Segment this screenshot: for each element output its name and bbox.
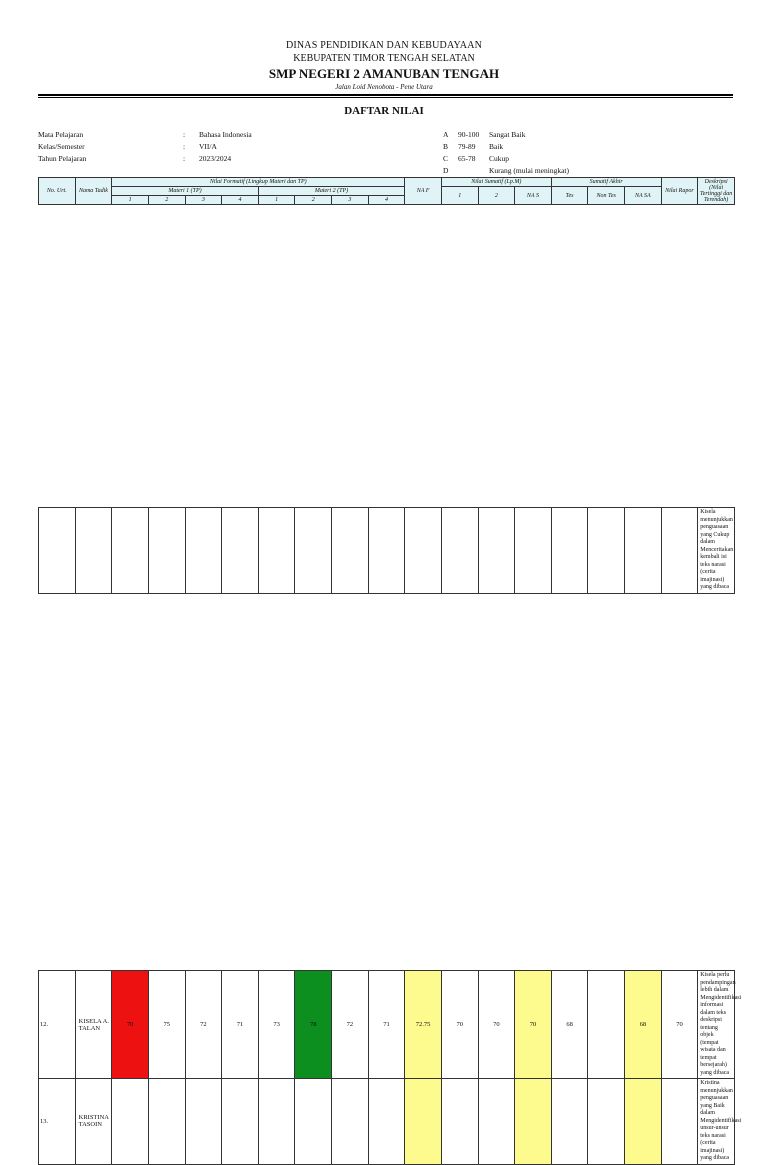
empty-cell [368, 508, 405, 594]
col-materi-1: Materi 1 (TP) [112, 187, 259, 196]
header-line-2: KEBUPATEN TIMOR TENGAH SELATAN [293, 53, 475, 64]
info-colon: : [183, 142, 186, 151]
formatif-score: 71 [368, 971, 405, 1079]
sumatif-2: 70 [478, 971, 515, 1079]
student-name: KISELA A. TALAN [75, 971, 112, 1079]
table-row-fragment [39, 508, 735, 594]
grade-desc: Sangat Baik [489, 130, 526, 139]
description-highest: Kisela menunjukkan penguasaan yang Cukup dalam Menceritakan kembali isi teks narasi (cerita imajinasi) yang dibaca [698, 508, 735, 594]
col-materi-2: Materi 2 (TP) [258, 187, 405, 196]
col-nas: NA S [515, 187, 552, 205]
grade-letter: A [443, 130, 449, 139]
col-no: No. Urt. [39, 178, 76, 205]
col-num: 2 [148, 196, 185, 205]
grade-range: 90-100 [458, 130, 480, 139]
info-label: Kelas/Semester [38, 142, 85, 151]
info-colons [183, 129, 185, 165]
nilai-rapor: 70 [661, 971, 698, 1079]
formatif-score: 72 [185, 971, 222, 1079]
grade-letter: B [443, 142, 449, 151]
col-formatif: Nilai Formatif (Lingkup Materi dan TP) [112, 178, 405, 187]
grade-descs [489, 129, 569, 177]
empty-cell [588, 508, 625, 594]
grade-desc: Cukup [489, 154, 510, 163]
info-label: Tahun Pelajaran [38, 154, 87, 163]
tes-score: 68 [551, 971, 588, 1079]
col-tes: Tes [551, 187, 588, 205]
formatif-score [295, 1079, 332, 1165]
tes-score [551, 1079, 588, 1165]
col-num: 3 [185, 196, 222, 205]
col-num: 1 [258, 196, 295, 205]
formatif-score [222, 1079, 259, 1165]
table-row [39, 971, 735, 1079]
col-num: 4 [368, 196, 405, 205]
empty-cell [551, 508, 588, 594]
empty-cell [75, 508, 112, 594]
na-formatif [405, 1079, 442, 1165]
empty-cell [295, 508, 332, 594]
na-sumatif: 70 [515, 971, 552, 1079]
na-sumatif [515, 1079, 552, 1165]
formatif-score: 73 [258, 971, 295, 1079]
col-sumatif-akhir: Sumatif Akhir [551, 178, 661, 187]
empty-cell [625, 508, 662, 594]
description: Kisela perlu pendampingan lebih dalam Mengidentifikasi informasi dalam teks deskripsi tentang objek (tempat wisata dan tempat bersejarah) yang dibaca [698, 971, 735, 1079]
empty-cell [478, 508, 515, 594]
empty-cell [39, 508, 76, 594]
grade-range: 79-89 [458, 142, 476, 151]
table-row [39, 1079, 735, 1165]
header-line-1: DINAS PENDIDIKAN DAN KEBUDAYAAN [285, 40, 483, 51]
formatif-score [112, 1079, 149, 1165]
header-divider [38, 94, 733, 98]
sumatif-2 [478, 1079, 515, 1165]
col-naf: NA F [405, 178, 442, 205]
col-sumatif-1: 1 [441, 187, 478, 205]
student-name: KRISTINA TASOIN [75, 1079, 112, 1165]
formatif-score [148, 1079, 185, 1165]
empty-cell [148, 508, 185, 594]
col-nasa: NA SA [625, 187, 662, 205]
info-colon: : [183, 130, 186, 139]
na-sumatif-akhir [625, 1079, 662, 1165]
info-colon: : [183, 154, 186, 163]
empty-cell [185, 508, 222, 594]
grade-ranges [458, 129, 479, 177]
na-sumatif-akhir: 68 [625, 971, 662, 1079]
grade-range [458, 165, 479, 177]
formatif-score: 70 [112, 971, 149, 1079]
sumatif-1: 70 [441, 971, 478, 1079]
grade-desc: Baik [489, 142, 504, 151]
empty-cell [441, 508, 478, 594]
grade-desc: Kurang (mulai meningkat) [489, 166, 569, 175]
description: Kristina menunjukkan penguasaan yang Baik dalam Mengidentifikasi unsur-unsur teks narasi (cerita imajinasi) yang dibaca [698, 1079, 735, 1165]
row-number: 12. [39, 971, 76, 1079]
empty-cell [112, 508, 149, 594]
empty-cell [222, 508, 259, 594]
nontes-score [588, 971, 625, 1079]
empty-cell [515, 508, 552, 594]
grade-letter: C [443, 154, 449, 163]
grade-range: 65-78 [458, 154, 476, 163]
grades-table-page-1 [38, 177, 735, 205]
empty-cell [258, 508, 295, 594]
info-label: Mata Pelajaran [38, 130, 84, 139]
grade-letters [443, 129, 448, 177]
grades-table-page-3 [38, 970, 742, 1165]
formatif-score [185, 1079, 222, 1165]
col-sumatif-2: 2 [478, 187, 515, 205]
formatif-score: 75 [148, 971, 185, 1079]
empty-cell [405, 508, 442, 594]
page-title: DAFTAR NILAI [344, 105, 424, 117]
nontes-score [588, 1079, 625, 1165]
info-value-subject: Bahasa Indonesia [199, 130, 252, 139]
formatif-score: 71 [222, 971, 259, 1079]
formatif-score: 72 [332, 971, 369, 1079]
grades-table-page-2 [38, 507, 735, 594]
na-formatif: 72.75 [405, 971, 442, 1079]
col-sumatif-lm: Nilai Sumatif (Lp.M) [441, 178, 551, 187]
col-num: 3 [332, 196, 369, 205]
col-deskripsi: Deskripsi (Nilai Tertinggi dan Terendah) [698, 178, 735, 205]
sumatif-1 [441, 1079, 478, 1165]
school-name: SMP NEGERI 2 AMANUBAN TENGAH [268, 66, 500, 81]
empty-cell [332, 508, 369, 594]
col-num: 4 [222, 196, 259, 205]
grade-letter: D [443, 166, 449, 175]
info-value-class: VII/A [199, 142, 217, 151]
row-number: 13. [39, 1079, 76, 1165]
school-address: Jalan Loid Nenobota - Pene Utara [335, 83, 433, 91]
col-num: 1 [112, 196, 149, 205]
formatif-score [332, 1079, 369, 1165]
nilai-rapor [661, 1079, 698, 1165]
info-values [199, 129, 252, 165]
formatif-score: 78 [295, 971, 332, 1079]
info-value-year: 2023/2024 [199, 154, 232, 163]
info-labels [38, 129, 86, 165]
empty-cell [661, 508, 698, 594]
col-nontes: Non Tes [588, 187, 625, 205]
formatif-score [258, 1079, 295, 1165]
col-num: 2 [295, 196, 332, 205]
col-rapor: Nilai Rapor [661, 178, 698, 205]
formatif-score [368, 1079, 405, 1165]
col-nama: Nama Tadik [75, 178, 112, 205]
